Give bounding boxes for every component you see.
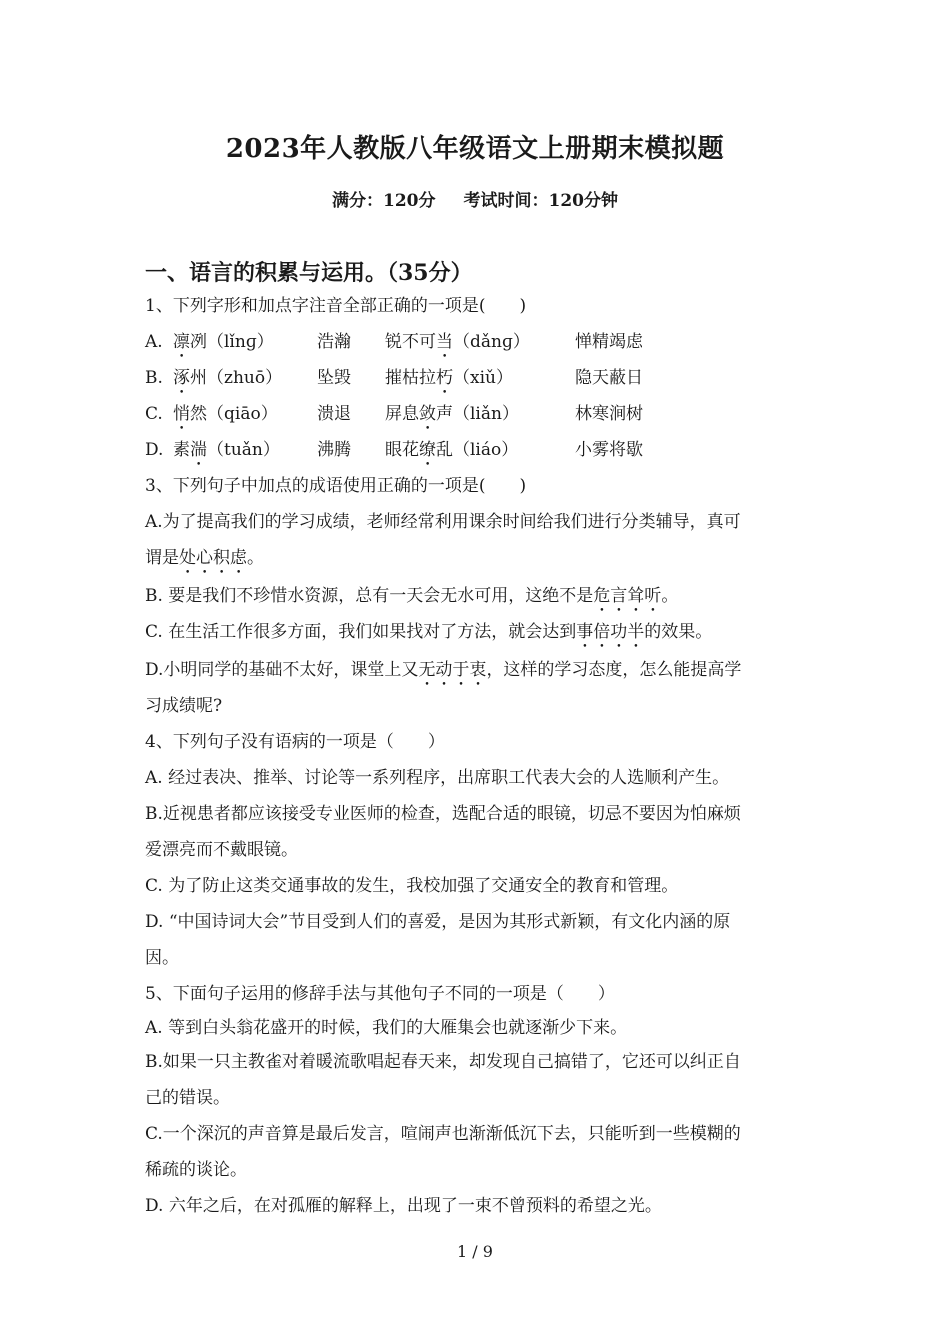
q5-option-a: A. 等到白头翁花盛开的时候，我们的大雁集会也就逐渐少下来。 <box>145 1018 628 1038</box>
q5-option-b-line2: 己的错误。 <box>145 1088 230 1108</box>
section-heading: 一、语言的积累与运用。（35分） <box>145 260 473 286</box>
q3-option-a-line1: A.为了提高我们的学习成绩，老师经常利用课余时间给我们进行分类辅导，真可 <box>145 512 741 532</box>
question-1-stem: 1、下列字形和加点字注音全部正确的一项是( ) <box>145 296 527 316</box>
q4-option-d-line2: 因。 <box>145 948 179 968</box>
q4-option-a: A. 经过表决、推举、讨论等一系列程序，出席职工代表大会的人选顺利产生。 <box>145 768 730 788</box>
q5-option-b-line1: B.如果一只主教雀对着暖流歌唱起春天来，却发现自己搞错了，它还可以纠正自 <box>145 1052 741 1072</box>
q3-option-d-line1: D.小明同学的基础不太好，课堂上又无动于衷，这样的学习态度，怎么能提高学 <box>145 660 742 680</box>
q4-option-c: C. 为了防止这类交通事故的发生，我校加强了交通安全的教育和管理。 <box>145 876 679 896</box>
q4-option-b-line1: B.近视患者都应该接受专业医师的检查，选配合适的眼镜，切忌不要因为怕麻烦 <box>145 804 741 824</box>
q3-option-c: C. 在生活工作很多方面，我们如果找对了方法，就会达到事倍功半的效果。 <box>145 622 713 642</box>
question-5-stem: 5、下面句子运用的修辞手法与其他句子不同的一项是（ ） <box>145 984 615 1004</box>
q4-option-d-line1: D. “中国诗词大会”节目受到人们的喜爱，是因为其形式新颖，有文化内涵的原 <box>145 912 731 932</box>
page-title: 2023年人教版八年级语文上册期末模拟题 <box>225 134 725 164</box>
exam-info <box>0 186 950 211</box>
page-number: 1 / 9 <box>457 1242 493 1261</box>
q5-option-d: D. 六年之后，在对孤雁的解释上，出现了一束不曾预料的希望之光。 <box>145 1196 662 1216</box>
question-3-stem: 3、下列句子中加点的成语使用正确的一项是( ) <box>145 476 527 496</box>
q3-option-a-line2: 谓是处心积虑。 <box>145 548 264 568</box>
exam-time: 考试时间：120分钟 <box>463 191 618 211</box>
q5-option-c-line2: 稀疏的谈论。 <box>145 1160 247 1180</box>
question-4-stem: 4、下列句子没有语病的一项是（ ） <box>145 732 445 752</box>
q3-option-b: B. 要是我们不珍惜水资源，总有一天会无水可用，这绝不是危言耸听。 <box>145 586 679 606</box>
q5-option-c-line1: C.一个深沉的声音算是最后发言，喧闹声也渐渐低沉下去，只能听到一些模糊的 <box>145 1124 741 1144</box>
exam-page: 2023年人教版八年级语文上册期末模拟题 满分：120分 考试时间：120分钟 一、语言的积累与运用。（35分） 1、下列字形和加点字注音全部正确的一项是( ) A. 凛冽（lǐnɡ） 浩瀚 锐不可当（dǎnɡ） 惮精竭虑 B. 涿州（zhuō） 坠毁 摧枯拉朽（xiǔ） 隐天蔽日 C. 悄然（qiāo） 溃退 屏息敛声（liǎn） 林寒涧树 D. 素湍（tuǎn） 沸腾 眼花缭乱（liáo） 小雾将歇 3、下列句子中加点的成语使用正确的一项是( ) A.为了提高我们的学习成绩，老师经常利用课余时间给我们进行分类辅导，真可 谓是处心积虑。 B. 要是我们不珍惜水资源，总有一天会无水可用，这绝不是危言耸听。 C. 在生活工作很多方面，我们如果找对了方法，就会达到事倍功半的效果。 D.小明同学的基础不太好，课堂上又无动于衷，这样的学习态度，怎么能提高学 习成绩呢? 4、下列句子没有语病的一项是（ ） A. 经过表决、推举、讨论等一系列程序，出席职工代表大会的人选顺利产生。 B.近视患者都应该接受专业医师的检查，选配合适的眼镜，切忌不要因为怕麻烦 爱漂亮而不戴眼镜。 C. 为了防止这类交通事故的发生，我校加强了交通安全的教育和管理。 D. “中国诗词大会”节目受到人们的喜爱，是因为其形式新颖，有文化内涵的原 因。 5、下面句子运用的修辞手法与其他句子不同的一项是（ ） A. 等到白头翁花盛开的时候，我们的大雁集会也就逐渐少下来。 B.如果一只主教雀对着暖流歌唱起春天来，却发现自己搞错了，它还可以纠正自 己的错误。 C.一个深沉的声音算是最后发言，喧闹声也渐渐低沉下去，只能听到一些模糊的 稀疏的谈论。 D. 六年之后，在对孤雁的解释上，出现了一束不曾预料的希望之光。 1 / 9 <box>0 0 950 1344</box>
full-score: 满分：120分 <box>332 191 436 211</box>
q3-option-d-line2: 习成绩呢? <box>145 696 223 716</box>
q4-option-b-line2: 爱漂亮而不戴眼镜。 <box>145 840 298 860</box>
